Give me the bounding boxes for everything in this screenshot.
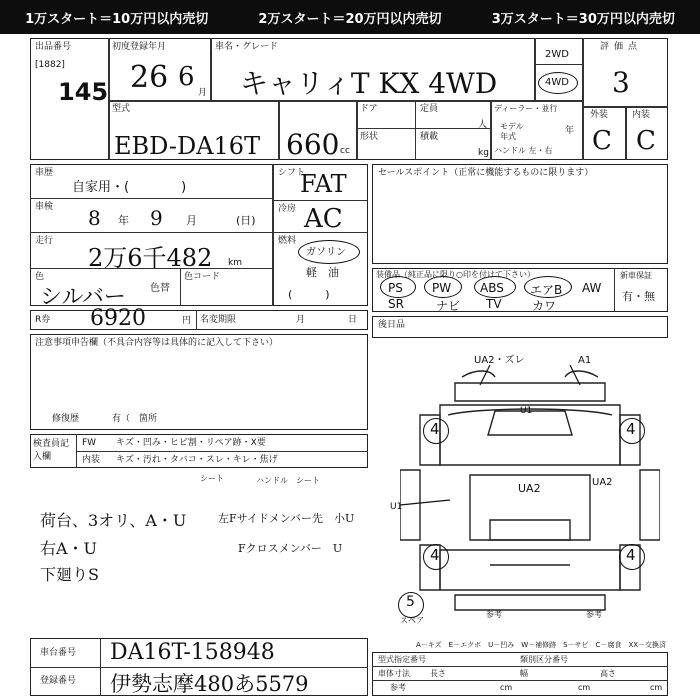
equipment-navi: ナビ [436, 299, 461, 313]
fuel-label: 燃料 [278, 236, 297, 246]
inspection-year: 8 [88, 206, 101, 230]
model-code: EBD-DA16T [114, 132, 261, 160]
handwritten-note: シート [200, 474, 224, 483]
km-unit: km [228, 258, 242, 268]
equipment-aw: AW [582, 281, 602, 295]
expiry-month: 月 [296, 315, 306, 325]
rear-items-label: 後日品 [378, 320, 406, 330]
load-label: 積載 [420, 132, 439, 142]
cc-unit: cc [340, 146, 350, 156]
height-label: 高さ [600, 669, 616, 678]
banner-item: 2万スタート＝20万円以内売切 [258, 11, 442, 27]
notes-area [30, 334, 368, 430]
inspection-month-unit: 月 [186, 214, 197, 227]
banner-item: 1万スタート＝10万円以内売切 [25, 11, 209, 27]
color-code-label: 色コード [184, 272, 221, 282]
shift-label: シフト [278, 168, 306, 178]
handwritten-note: ハンドル シート [256, 476, 320, 485]
first-registration-label: 初度登録年月 [112, 42, 167, 52]
width-label: 幅 [520, 669, 528, 678]
inspector-label: 検査員記入欄 [33, 439, 70, 462]
model-designation-label: 型式指定番号 [378, 655, 426, 664]
lot-number-label: 出品番号 [35, 42, 72, 52]
equipment-label: 装備品（純正品に限り○印を付けて下さい） [376, 270, 535, 279]
equipment-abs-circle [474, 276, 516, 298]
warranty-value: 有・無 [622, 290, 655, 303]
damage-left-side: U1 [390, 502, 403, 512]
mileage-value: 2万6千482 [88, 244, 213, 272]
equipment-leather: カワ [532, 299, 557, 313]
handwritten-note: 左Fサイドメンバー先 小U [218, 512, 355, 525]
banner-item: 3万スタート＝30万円以内売切 [491, 11, 675, 27]
kg-unit: kg [478, 148, 489, 158]
seating-label: 定員 [420, 104, 439, 114]
dealer-label: ディーラー・並行 [494, 104, 558, 113]
vehicle-name: キャリィT KX 4WD [240, 67, 498, 100]
expiry-day: 日 [348, 315, 358, 325]
reference-label: 参考 [586, 610, 602, 619]
cm-unit: cm [650, 683, 663, 692]
sales-point-label: セールスポイント（正常に機能するものに限ります） [378, 168, 594, 178]
reference-label: 参考 [486, 610, 502, 619]
damage-front-right: A1 [578, 355, 592, 366]
equipment-abs: ABS [480, 281, 504, 295]
reference-label: 参考 [390, 683, 406, 692]
color-change-label: 色替 [150, 283, 170, 294]
door-label: ドア [360, 104, 378, 114]
equipment-tv: TV [486, 297, 502, 311]
damage-right-side: UA2 [592, 477, 613, 488]
engine-cc: 660 [286, 128, 340, 161]
interior-grade: C [636, 126, 656, 156]
repair-history-label: 修復歴 [52, 414, 80, 424]
vehicle-name-label: 車名・グレード [215, 42, 279, 52]
cm-unit: cm [578, 683, 591, 692]
shape-label: 形状 [360, 132, 379, 142]
tire-rear-right: 4 [626, 546, 636, 564]
handwritten-note: 荷台、3オリ、A・U [40, 511, 187, 530]
equipment-ps: PS [388, 281, 403, 295]
fuel-diesel: 軽 油 [306, 266, 339, 279]
spare-value: 5 [406, 594, 415, 610]
category-label: 類別区分番号 [520, 655, 568, 664]
inspection-year-unit: 年 [118, 214, 129, 227]
damage-front-left: UA2・ズレ [474, 355, 525, 366]
inspection-day-unit: (日) [236, 214, 256, 227]
handwritten-note: 下廻りS [40, 565, 99, 584]
year-unit: 年 [565, 126, 575, 136]
notes-label: 注意事項申告欄（不具合内容等は具体的に記入して下さい） [35, 338, 279, 348]
registration-month: 6 [178, 62, 195, 92]
recycle-label: R券 [35, 315, 51, 325]
dimension-label: 車体寸法 [378, 669, 410, 678]
inspection-month: 9 [150, 206, 163, 230]
ac-label: 冷房 [278, 204, 297, 214]
lot-code: [1882] [35, 60, 65, 70]
model-year-label: モデル年式 [500, 122, 524, 141]
handle-label: ハンドル 左・右 [494, 146, 553, 155]
equipment-pw: PW [432, 281, 452, 295]
auction-banner [0, 0, 700, 34]
score-label: 評価点 [600, 42, 643, 52]
equipment-pw-circle [424, 276, 462, 298]
damage-hood: U1 [520, 406, 533, 416]
equipment-airbag-circle [524, 276, 572, 298]
damage-legend: A－キズ E－エクボ U－凹み W－補修跡 S－サビ C－腐食 XX－交換済 [416, 641, 667, 649]
color-value: シルバー [40, 285, 126, 310]
damage-roof: UA2 [518, 482, 541, 495]
spare-label: スペア [400, 616, 424, 625]
equipment-airbag: エアB [530, 283, 563, 297]
person-unit: 人 [478, 120, 488, 130]
equipment-ps-circle [380, 276, 416, 298]
fw-items: キズ・凹み・ヒビ割・リペア跡・X要 [116, 438, 266, 448]
tire-rear-left: 4 [430, 546, 440, 564]
fuel-gasoline-circle [298, 240, 360, 264]
fw-label: FW [82, 438, 97, 448]
reg-number: 伊勢志摩480あ5579 [110, 672, 309, 696]
rear-items-box [372, 316, 668, 338]
reg-number-label: 登録番号 [40, 676, 77, 686]
expiry-label: 名変期限 [200, 315, 237, 325]
inspection-label: 車検 [35, 202, 54, 212]
warranty-label: 新車保証 [620, 271, 652, 280]
cm-unit: cm [500, 683, 513, 692]
interior-row-label: 内装 [82, 455, 101, 465]
lot-number: 145 [58, 78, 109, 106]
model-label: 型式 [112, 104, 131, 114]
chassis-label: 車台番号 [40, 648, 77, 658]
color-label: 色 [35, 272, 45, 282]
sales-point-box [372, 164, 668, 264]
equipment-sr: SR [388, 297, 404, 311]
repair-history-value: 有（ 箇所 [112, 414, 158, 424]
drive-2wd-label: 2WD [545, 49, 569, 60]
mileage-label: 走行 [35, 236, 54, 246]
handwritten-note: 右A・U [40, 539, 98, 558]
tire-front-left: 4 [430, 420, 440, 438]
car-history-label: 車歴 [35, 168, 54, 178]
tire-front-right: 4 [626, 420, 636, 438]
handwritten-note: Fクロスメンバー U [238, 542, 343, 555]
drive-4wd-circle [538, 72, 578, 94]
month-unit: 月 [198, 88, 208, 98]
exterior-grade-label: 外装 [590, 110, 609, 120]
recycle-row [30, 310, 368, 330]
yen-unit: 円 [182, 316, 192, 326]
recycle-amount: 6920 [90, 306, 146, 331]
fuel-other: ( ) [288, 288, 330, 301]
chassis-number: DA16T-158948 [110, 640, 275, 665]
registration-year: 26 [130, 60, 169, 95]
score-value: 3 [612, 66, 630, 99]
car-history: 自家用・( ) [72, 180, 187, 195]
fuel-gasoline: ガソリン [306, 247, 346, 258]
shift-value: FAT [300, 170, 347, 198]
interior-items: キズ・汚れ・タバコ・スレ・キレ・焦げ [116, 455, 278, 465]
exterior-grade: C [592, 126, 612, 156]
length-label: 長さ [430, 669, 446, 678]
drive-4wd-label: 4WD [545, 77, 569, 88]
interior-grade-label: 内装 [632, 110, 651, 120]
ac-value: AC [304, 204, 343, 234]
